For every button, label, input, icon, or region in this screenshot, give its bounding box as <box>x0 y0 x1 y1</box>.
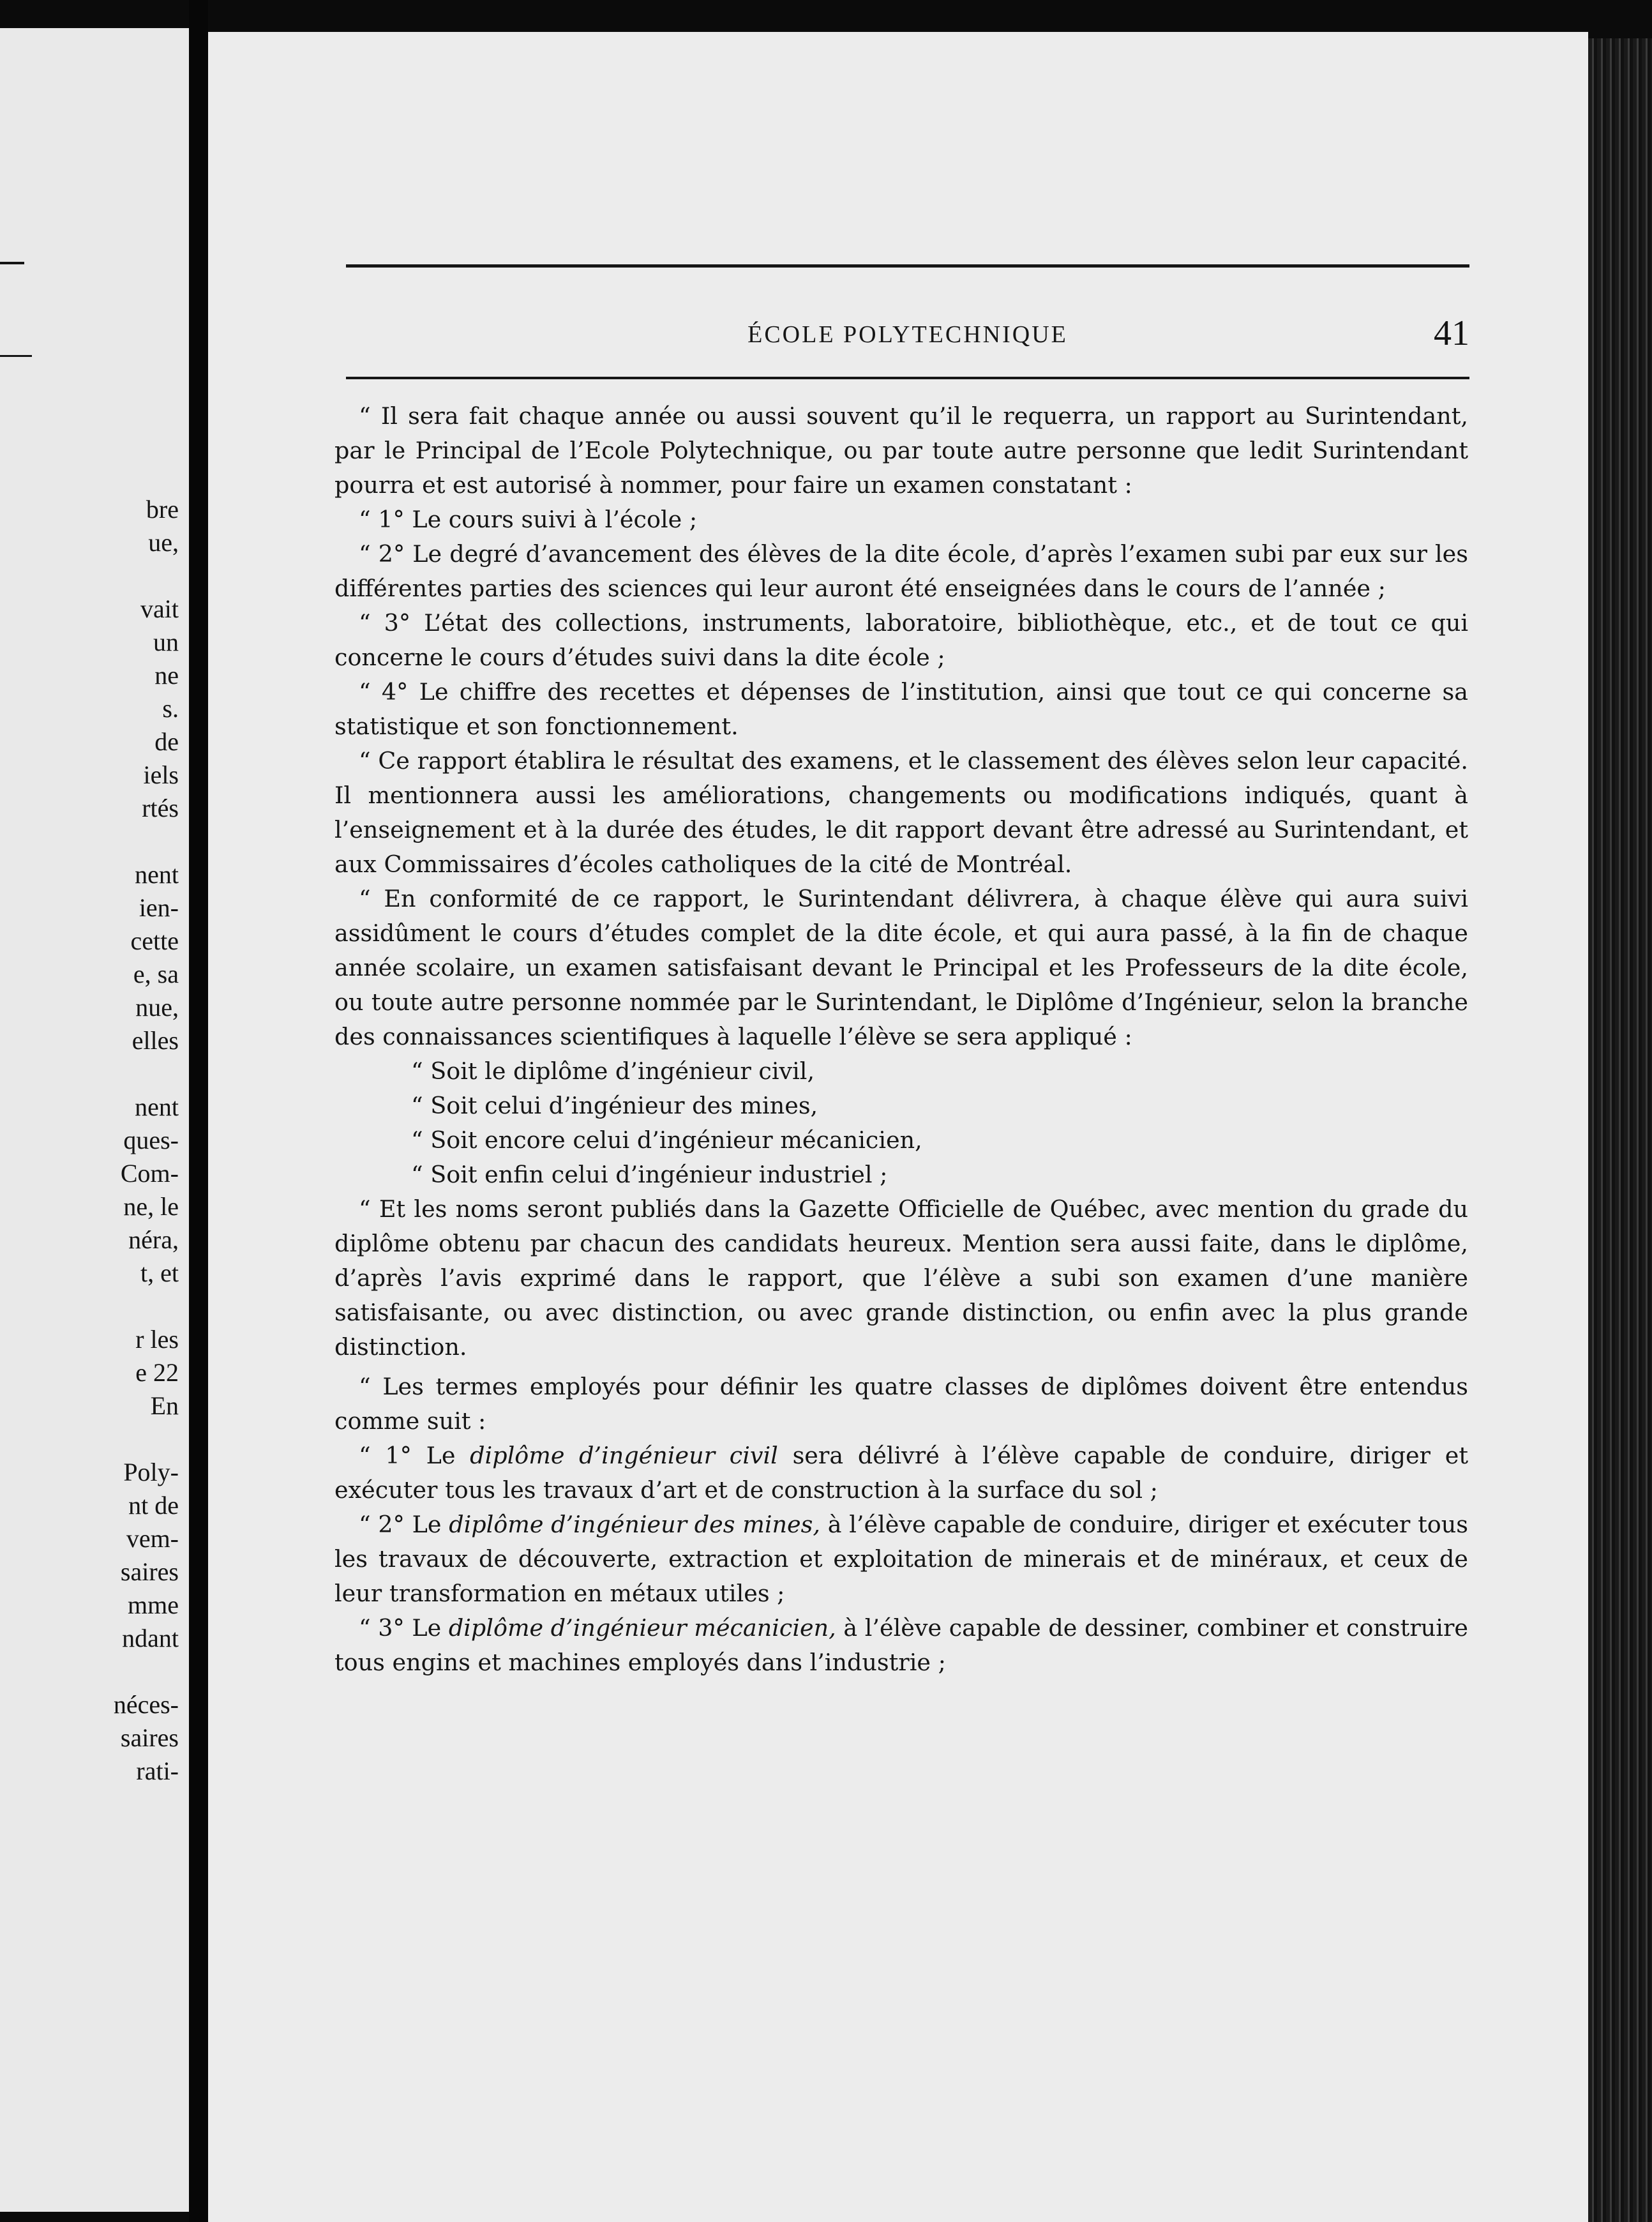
left-page-fragment <box>0 825 179 858</box>
list-item-mines: “ Soit celui d’ingénieur des mines, <box>411 1092 818 1119</box>
left-page-fragment: nue, <box>135 993 179 1022</box>
left-page-fragment: néra, <box>128 1225 179 1254</box>
left-page-fragment: bre <box>146 495 179 524</box>
paragraph-gazette: “ Et les noms seront publiés dans la Gazette Officielle de Québec, avec mention du grade du diplôme obtenu par chacun des candidats heureux. Mention sera aussi faite, dans le diplôme, d’après l’avis exprimé dans le rapport, que l’élève a subi son examen d’une manière satisfaisante, ou avec distinction, ou avec grande distinction, ou enfin avec la plus grande distinction. <box>334 1195 1468 1361</box>
left-page-fragment: nt de <box>128 1491 179 1520</box>
left-page-fragment: elles <box>131 1026 179 1055</box>
header-rule-bottom <box>346 377 1469 379</box>
paragraph-diplome-mecanicien-text: à l’élève capable de dessiner, combiner et construire tous engins et machines employés dans l’industrie ; <box>334 1614 1468 1676</box>
running-title: ÉCOLE POLYTECHNIQUE <box>747 321 1068 348</box>
paragraph-diplome-mines <box>334 1508 1468 1611</box>
left-page-fragment: de <box>154 727 179 756</box>
left-page-fragment: En <box>150 1391 179 1420</box>
left-page-rule-bottom <box>0 355 32 357</box>
paragraph-diplome-mecanicien-lead: “ 3° Le <box>359 1614 449 1642</box>
left-page-fragment: e 22 <box>135 1358 179 1387</box>
paragraph-diplome-civil <box>334 1439 1468 1508</box>
left-page-fragment: ne, le <box>123 1192 179 1221</box>
paragraph-diplome-mecanicien <box>334 1611 1468 1680</box>
left-page-fragment: ndant <box>122 1624 179 1652</box>
paragraph-conformite: “ En conformité de ce rapport, le Surintendant délivrera, à chaque élève qui aura suivi assidûment le cours d’études complet de la dite école, et qui aura passé, à la fin de chaque année scolaire, un examen satisfaisant devant le Principal et les Professeurs de la dite école, ou toute autre personne nommée par le Surintendant, le Diplôme d’Ingénieur, selon la branche des connaissances scientifiques à laquelle l’élève se sera appliqué : <box>334 885 1468 1050</box>
left-facing-page <box>0 28 189 2212</box>
left-page-rule-top <box>0 262 24 264</box>
left-page-fragment: ne <box>154 661 179 690</box>
left-page-fragment <box>0 1423 179 1456</box>
left-page-fragment <box>0 559 179 593</box>
left-page-fragment: vait <box>140 594 179 623</box>
left-page-fragment: cette <box>130 926 179 955</box>
left-page-fragment <box>0 1290 179 1323</box>
left-page-fragment: iels <box>143 760 179 789</box>
left-page-fragment: nent <box>135 1092 179 1121</box>
left-page-fragment: s. <box>162 694 179 723</box>
left-page-fragment: un <box>153 628 179 656</box>
body-text <box>334 399 1468 1680</box>
term-diplome-mecanicien: diplôme d’ingénieur mécanicien, <box>448 1614 836 1642</box>
main-page <box>208 32 1588 2222</box>
left-page-fragment: saires <box>120 1557 179 1586</box>
left-page-fragment <box>0 1057 179 1091</box>
paragraph-item-1: “ 1° Le cours suivi à l’école ; <box>359 506 698 533</box>
paragraph-diplome-mines-text: à l’élève capable de conduire, diriger et exécuter tous les travaux de découverte, extraction et exploitation de minerais et de minéraux, et ceux de leur transformation en métaux utiles ; <box>334 1511 1468 1607</box>
page-stack-edge <box>1588 38 1652 2222</box>
paragraph-diplome-mines-lead: “ 2° Le <box>359 1511 449 1538</box>
running-head <box>346 313 1469 364</box>
page-number: 41 <box>1434 314 1469 353</box>
paragraph-classement: “ Ce rapport établira le résultat des examens, et le classement des élèves selon leur capacité. Il mentionnera aussi les améliorations, changements ou modifications indiqués, quant à l’enseignement et à la durée des études, le dit rapport devant être adressé au Surintendant, et aux Commissaires d’écoles catholiques de la cité de Montréal. <box>334 747 1468 878</box>
left-page-fragment: ue, <box>148 528 179 557</box>
paragraph-item-2: “ 2° Le degré d’avancement des élèves de la dite école, d’après l’examen subi par eux sur les différentes parties des sciences qui leur auront été enseignées dans le cours de l’année ; <box>334 540 1468 602</box>
left-page-fragment <box>0 1655 179 1688</box>
left-page-fragment: ien- <box>139 893 179 922</box>
left-page-fragment: néces- <box>113 1690 179 1719</box>
left-page-fragment: t, et <box>140 1258 179 1287</box>
left-page-fragment: ques- <box>123 1126 179 1154</box>
list-item-industriel: “ Soit enfin celui d’ingénieur industriel ; <box>411 1161 888 1188</box>
left-page-fragment: vem- <box>126 1524 179 1553</box>
term-diplome-civil: diplôme d’ingénieur civil <box>470 1442 778 1469</box>
left-page-fragment: mme <box>128 1591 179 1619</box>
left-page-fragment: e, sa <box>133 960 179 988</box>
paragraph-termes: “ Les termes employés pour définir les quatre classes de diplômes doivent être entendus comme suit : <box>334 1373 1468 1435</box>
header-rule-top <box>346 264 1469 268</box>
paragraph-report: “ Il sera fait chaque année ou aussi souvent qu’il le requerra, un rapport au Surintendant, par le Principal de l’Ecole Polytechnique, ou par toute autre personne que ledit Surintendant pourra et est autorisé à nommer, pour faire un examen constatant : <box>334 402 1468 499</box>
left-page-fragment: saires <box>120 1723 179 1752</box>
list-item-civil: “ Soit le diplôme d’ingénieur civil, <box>411 1057 815 1085</box>
paragraph-item-3: “ 3° L’état des collections, instruments, laboratoire, bibliothèque, etc., et de tout ce qui concerne le cours d’études suivi dans la dite école ; <box>334 609 1468 671</box>
left-page-fragment: r les <box>135 1325 179 1354</box>
term-diplome-mines: diplôme d’ingénieur des mines, <box>449 1511 820 1538</box>
left-page-fragment: Com- <box>120 1159 179 1188</box>
list-item-mecanicien: “ Soit encore celui d’ingénieur mécanicien, <box>411 1126 922 1154</box>
paragraph-item-4: “ 4° Le chiffre des recettes et dépenses de l’institution, ainsi que tout ce qui concerne sa statistique et son fonctionnement. <box>334 678 1468 740</box>
book-gutter <box>189 0 208 2222</box>
left-page-fragment: Poly- <box>123 1458 179 1486</box>
paragraph-diplome-civil-lead: “ 1° Le <box>359 1442 470 1469</box>
left-page-fragment: rati- <box>136 1757 179 1785</box>
left-page-fragment: rtés <box>142 794 179 822</box>
left-page-text-fragments <box>0 493 179 1788</box>
paragraph-diplome-civil-text: sera délivré à l’élève capable de conduire, diriger et exécuter tous les travaux d’art et de construction à la surface du sol ; <box>334 1442 1468 1504</box>
left-page-fragment: nent <box>135 860 179 889</box>
